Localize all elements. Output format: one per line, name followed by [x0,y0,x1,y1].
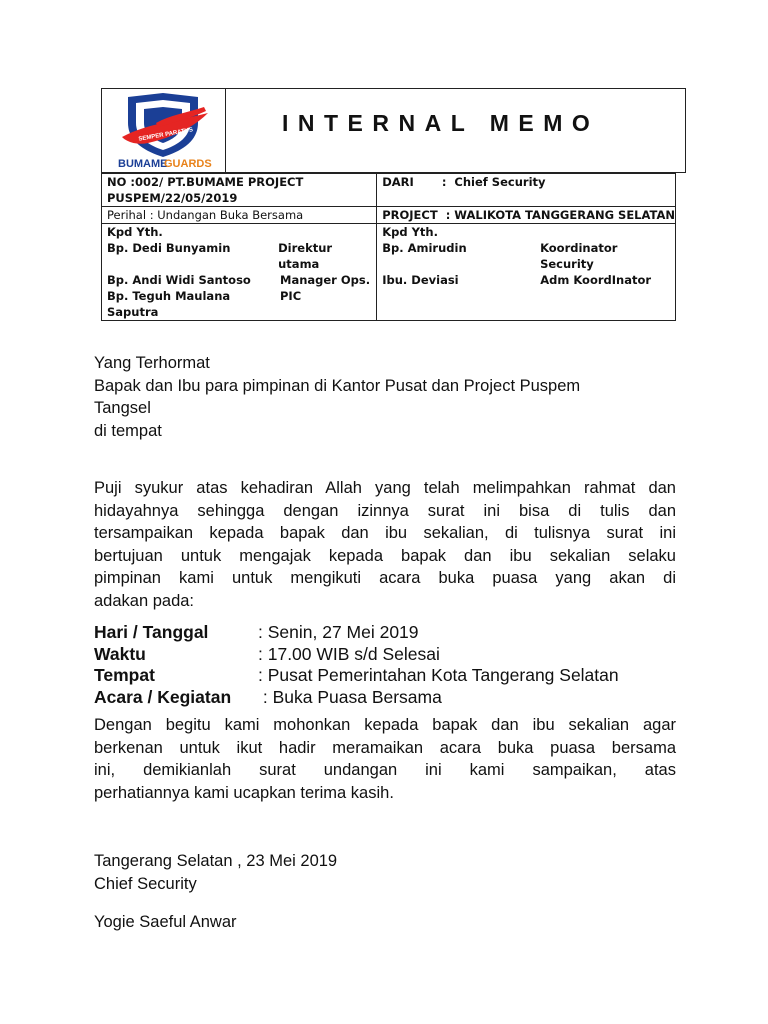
memo-project: PROJECT : WALIKOTA TANGGERANG SELATAN [382,208,675,222]
body-line: adakan pada: [94,591,195,610]
detail-label: Acara / Kegiatan [94,686,232,707]
detail-row-event [94,687,619,709]
memo-number-cell [102,174,377,207]
detail-row-place [94,665,619,687]
recipients-left-heading: Kpd Yth. [107,225,163,239]
recipient-name: Bp. Teguh Maulana Saputra [107,289,231,319]
recipient-name: Ibu. Deviasi [382,273,459,287]
recipient-row [382,240,675,272]
recipient-name: Bp. Dedi Bunyamin [107,241,231,255]
recipient-name: Bp. Amirudin [382,241,467,255]
memo-project-cell [377,207,676,224]
recipient-row [107,272,376,288]
body-paragraph-1 [94,477,676,612]
detail-row-date [94,622,619,644]
sender-name: Yogie Saeful Anwar [94,913,237,931]
recipients-right-heading: Kpd Yth. [382,225,438,239]
salutation-line: di tempat [94,421,162,440]
detail-value: : Buka Puasa Bersama [258,686,442,707]
detail-value: : Pusat Pemerintahan Kota Tangerang Selatan [258,665,619,685]
detail-label: Tempat [94,665,155,685]
body-line: Puji syukur atas kehadiran Allah yang telah melimpahkan rahmat dan [94,479,676,497]
recipients-left-cell [102,224,377,321]
closing [94,850,676,895]
recipient-role: Koordinator Security [540,241,618,271]
recipient-row [382,272,675,288]
memo-subject: Perihal : Undangan Buka Bersama [107,208,304,222]
recipient-role: Direktur utama [278,241,333,271]
memo-number-line2: PUSPEM/22/05/2019 [107,191,238,205]
salutation-line: Tangsel [94,399,151,417]
sender-title: Chief Security [94,874,197,893]
bumame-guards-logo [108,93,218,171]
body-line: tersampaikan kepada bapak dan ibu sekalian, di tulisnya surat ini [94,524,676,542]
body-paragraph-2 [94,714,676,804]
detail-label: Waktu [94,643,146,664]
svg-text:BUMAME: BUMAME [118,158,168,170]
memo-number-line1: NO :002/ PT.BUMAME PROJECT [107,175,304,189]
detail-label: Hari / Tanggal [94,622,209,642]
recipient-row [107,240,376,272]
recipients-right-cell [377,224,676,321]
memo-title: INTERNAL MEMO [282,110,600,136]
recipient-role: Adm KoordInator [540,273,652,287]
body-line: hidayahnya sehingga dengan izinnya surat ini bisa di tulis dan [94,501,676,520]
recipient-role: Manager Ops. [280,273,371,287]
detail-row-time [94,644,619,666]
body-line: bertujuan untuk mengajak kepada bapak dan ibu sekalian selaku [94,546,676,565]
detail-value: : Senin, 27 Mei 2019 [258,622,419,642]
salutation-line: Bapak dan Ibu para pimpinan di Kantor Pusat dan Project Puspem [94,376,581,395]
body-line: perhatiannya kami ucapkan terima kasih. [94,783,394,802]
recipient-row [107,288,376,320]
recipient-role: PIC [280,289,302,303]
memo-from: DARI : Chief Security [382,175,546,189]
detail-value: : 17.00 WIB s/d Selesai [258,643,440,664]
memo-subject-cell [102,207,377,224]
body-line: Dengan begitu kami mohonkan kepada bapak dan ibu sekalian agar [94,716,676,734]
logo-cell [102,89,226,172]
salutation-line: Yang Terhormat [94,354,210,372]
memo-header [101,88,686,173]
body-line: ini, demikianlah surat undangan ini kami sampaikan, atas [94,761,676,779]
svg-text:GUARDS: GUARDS [164,158,212,170]
recipient-name: Bp. Andi Widi Santoso [107,273,251,287]
event-details [94,622,619,708]
signature [94,911,676,934]
salutation [94,352,676,442]
place-date: Tangerang Selatan , 23 Mei 2019 [94,852,338,870]
svg-text:SEMPER PARATUS: SEMPER PARATUS [138,127,194,143]
memo-info-table [101,173,676,321]
memo-from-cell [377,174,676,207]
body-line: berkenan untuk ikut hadir meramaikan acara buka puasa bersama [94,738,676,757]
body-line: pimpinan kami untuk mengikuti acara buka puasa yang akan di [94,569,676,587]
